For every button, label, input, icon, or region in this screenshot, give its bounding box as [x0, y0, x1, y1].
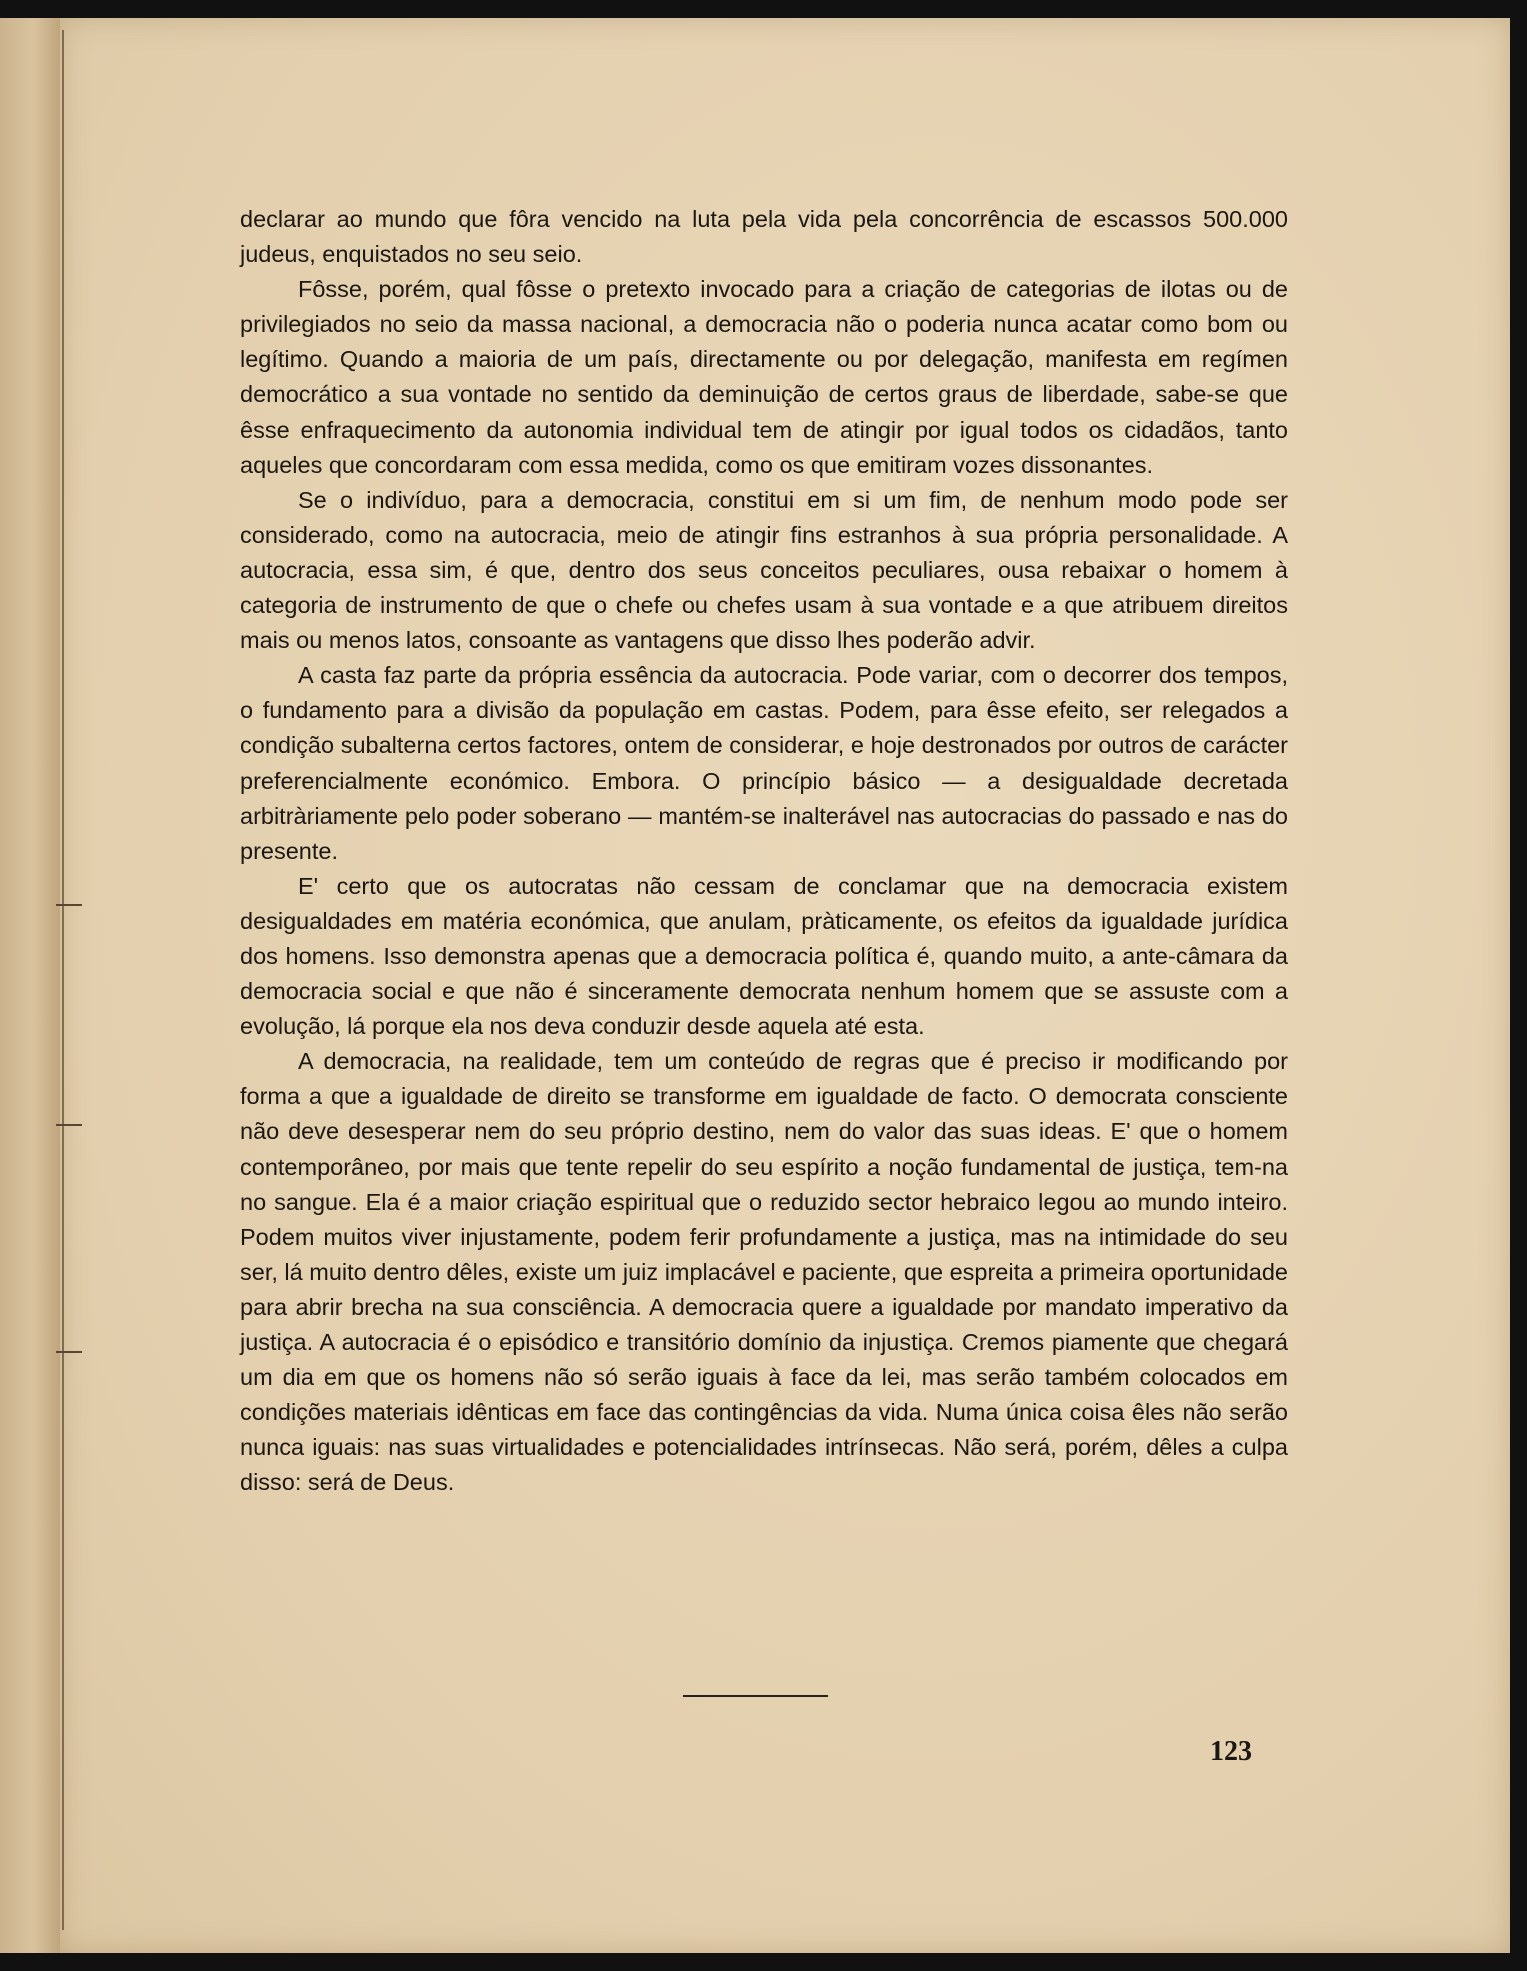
binding-mark — [56, 1124, 82, 1126]
paragraph: A casta faz parte da própria essência da autocracia. Pode variar, com o decorrer dos tempos, o fundamento para a divisão da população em castas. Podem, para êsse efeito, ser relegados a condição subalterna certos factores, ontem de considerar, e hoje destronados por outros de carácter preferencialmente económico. Embora. O princípio básico — a desigualdade decretada arbitràriamente pelo poder soberano — mantém-se inalterável nas autocracias do passado e nas do presente. — [240, 662, 1288, 864]
page-number: 123 — [1210, 1736, 1252, 1767]
binding-mark — [56, 904, 82, 906]
page-gutter — [0, 18, 60, 1953]
binding-mark — [56, 1351, 82, 1353]
gutter-line — [62, 30, 64, 1930]
paragraph: declarar ao mundo que fôra vencido na luta pela vida pela concorrência de escassos 500.000 judeus, enquistados no seu seio. — [240, 206, 1288, 268]
body-text — [240, 202, 1288, 1500]
paragraph: A democracia, na realidade, tem um conteúdo de regras que é preciso ir modificando por forma a que a igualdade de direito se transforme em igualdade de facto. O democrata consciente não deve desesperar nem do seu próprio destino, nem do valor das suas ideas. E' que o homem contemporâneo, por mais que tente repelir do seu espírito a noção fundamental de justiça, tem-na no sangue. Ela é a maior criação espiritual que o reduzido sector hebraico legou ao mundo inteiro. Podem muitos viver injustamente, podem ferir profundamente a justiça, mas na intimidade do seu ser, lá muito dentro dêles, existe um juiz implacável e paciente, que espreita a primeira oportunidade para abrir brecha na sua consciência. A democracia quere a igualdade por mandato imperativo da justiça. A autocracia é o episódico e transitório domínio da injustiça. Cremos piamente que chegará um dia em que os homens não só serão iguais à face da lei, mas serão também colocados em condições materiais idênticas em face das contingências da vida. Numa única coisa êles não serão nunca iguais: nas suas virtualidades e potencialidades intrínsecas. Não será, porém, dêles a culpa disso: será de Deus. — [240, 1048, 1288, 1496]
paragraph: Fôsse, porém, qual fôsse o pretexto invocado para a criação de categorias de ilotas ou de privilegiados no seio da massa nacional, a democracia não o poderia nunca acatar como bom ou legítimo. Quando a maioria de um país, directamente ou por delegação, manifesta em regímen democrático a sua vontade no sentido da deminuição de certos graus de liberdade, sabe-se que êsse enfraquecimento da autonomia individual tem de atingir por igual todos os cidadãos, tanto aqueles que concordaram com essa medida, como os que emitiram vozes dissonantes. — [240, 276, 1288, 478]
paragraph: Se o indivíduo, para a democracia, constitui em si um fim, de nenhum modo pode ser considerado, como na autocracia, meio de atingir fins estranhos à sua própria personalidade. A autocracia, essa sim, é que, dentro dos seus conceitos peculiares, ousa rebaixar o homem à categoria de instrumento de que o chefe ou chefes usam à sua vontade e a que atribuem direitos mais ou menos latos, consoante as vantagens que disso lhes poderão advir. — [240, 486, 1288, 654]
section-end-rule — [683, 1695, 828, 1697]
paragraph: E' certo que os autocratas não cessam de conclamar que na democracia existem desigualdades em matéria económica, que anulam, pràticamente, os efeitos da igualdade jurídica dos homens. Isso demonstra apenas que a democracia política é, quando muito, a ante-câmara da democracia social e que não é sinceramente democrata nenhum homem que se assuste com a evolução, lá porque ela nos deva conduzir desde aquela até esta. — [240, 872, 1288, 1040]
